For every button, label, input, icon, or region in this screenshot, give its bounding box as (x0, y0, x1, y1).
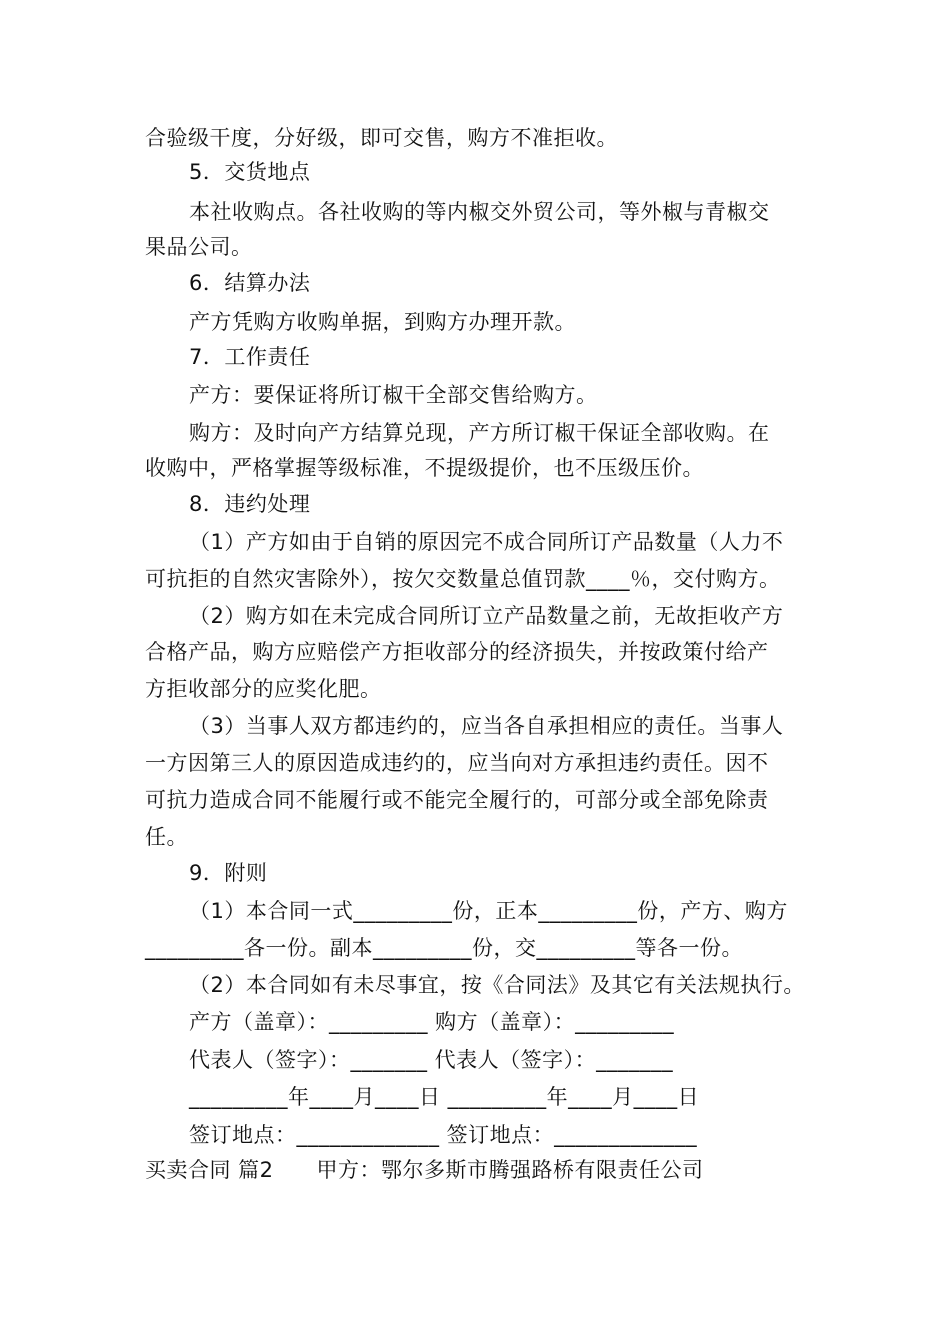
date-line: _________年____月____日 _________年____月____日 (189, 1085, 700, 1109)
text-line: （2）购方如在未完成合同所订立产品数量之前，无故拒收产方 (189, 604, 784, 628)
text-line: 可抗拒的自然灾害除外），按欠交数量总值罚款____％，交付购方。 (145, 567, 781, 591)
text-line: 方拒收部分的应奖化肥。 (145, 677, 382, 701)
text-line: 本社收购点。各社收购的等内椒交外贸公司，等外椒与青椒交 (189, 200, 770, 224)
text-line: 产方：要保证将所订椒干全部交售给购方。 (189, 383, 598, 407)
text-line: （1）产方如由于自销的原因完不成合同所订产品数量（人力不 (189, 530, 784, 554)
section-heading: 7．工作责任 (189, 345, 311, 369)
next-section-title: 买卖合同 篇2 甲方：鄂尔多斯市腾强路桥有限责任公司 (145, 1158, 704, 1182)
text-line: _________各一份。副本_________份，交_________等各一份。 (145, 936, 743, 960)
text-line: 可抗力造成合同不能履行或不能完全履行的，可部分或全部免除责 (145, 788, 769, 812)
section-heading: 5．交货地点 (189, 160, 311, 184)
text-line: 合验级干度，分好级，即可交售，购方不准拒收。 (145, 126, 618, 150)
text-line: （1）本合同一式_________份，正本_________份，产方、购方 (189, 899, 788, 923)
text-line: 收购中，严格掌握等级标准，不提级提价，也不压级压价。 (145, 456, 704, 480)
section-heading: 8．违约处理 (189, 492, 311, 516)
text-line: 购方：及时向产方结算兑现，产方所订椒干保证全部收购。在 (189, 421, 770, 445)
signature-line: 产方（盖章）：_________ 购方（盖章）：_________ (189, 1010, 675, 1034)
signature-line: 代表人（签字）：_______ 代表人（签字）：_______ (189, 1048, 674, 1072)
text-line: （3）当事人双方都违约的，应当各自承担相应的责任。当事人 (189, 714, 784, 738)
text-line: 合格产品，购方应赔偿产方拒收部分的经济损失，并按政策付给产 (145, 640, 769, 664)
text-line: （2）本合同如有未尽事宜，按《合同法》及其它有关法规执行。 (189, 973, 805, 997)
text-line: 一方因第三人的原因造成违约的，应当向对方承担违约责任。因不 (145, 751, 769, 775)
text-line: 任。 (145, 825, 188, 849)
section-heading: 6．结算办法 (189, 271, 311, 295)
signing-place-line: 签订地点：_____________ 签订地点：_____________ (189, 1123, 698, 1147)
text-line: 产方凭购方收购单据，到购方办理开款。 (189, 310, 576, 334)
section-heading: 9．附则 (189, 861, 268, 885)
text-line: 果品公司。 (145, 235, 253, 259)
